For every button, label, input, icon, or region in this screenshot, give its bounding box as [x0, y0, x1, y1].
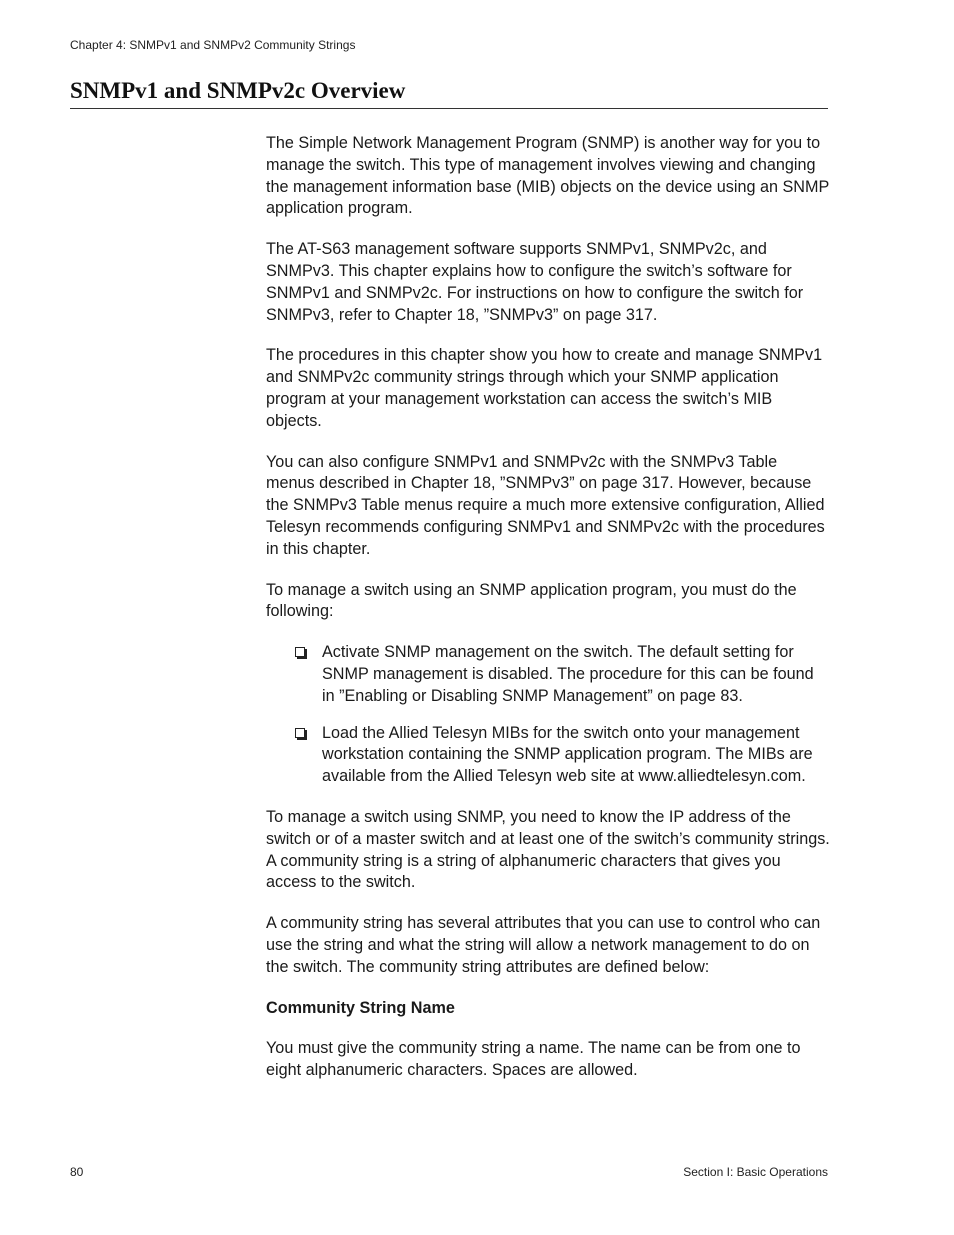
requirements-checklist	[266, 642, 830, 788]
paragraph-ip-address: To manage a switch using SNMP, you need to know the IP address of the switch or of a master switch and at least one of the switch’s community strings. A community string is a string of alphanumeric characters that gives you access to the switch.	[266, 807, 830, 892]
checkbox-icon	[295, 728, 305, 738]
paragraph-intro: The Simple Network Management Program (SNMP) is another way for you to manage the switch. This type of management involves viewing and changing the management information base (MIB) objects on the device using an SNMP application program.	[266, 134, 829, 218]
page-number: 80	[70, 1165, 84, 1179]
checklist-item-text: Activate SNMP management on the switch. The default setting for SNMP management is disabled. The procedure for this can be found in ”Enabling or Disabling SNMP Management” on page 83.	[322, 643, 814, 705]
paragraph-attributes: A community string has several attributes that you can use to control who can use the string and what the string will allow a network management to do on the switch. The community string attributes are defined below:	[266, 914, 821, 976]
subsection-heading: Community String Name	[266, 998, 455, 1017]
paragraph-snmpv3-tables: You can also configure SNMPv1 and SNMPv2c with the SNMPv3 Table menus described in Chapter 18, ”SNMPv3” on page 317. However, because the SNMPv3 Table menus require a much more extensive configuration, Allied Telesyn recommends configuring SNMPv1 and SNMPv2c with the procedures in this chapter.	[266, 452, 825, 558]
checklist-item	[294, 723, 830, 788]
checklist-item-text: Load the Allied Telesyn MIBs for the switch onto your management workstation containing the SNMP application program. The MIBs are available from the Allied Telesyn web site at www.alliedtelesyn.com.	[322, 723, 813, 786]
paragraph-versions: The AT-S63 management software supports SNMPv1, SNMPv2c, and SNMPv3. This chapter explains how to configure the switch’s software for SNMPv1 and SNMPv2c. For instructions on how to configure the switch for SNMPv3, refer to Chapter 18, ”SNMPv3” on page 317.	[266, 240, 804, 324]
section-title: SNMPv1 and SNMPv2c Overview	[70, 77, 828, 109]
body-column	[266, 133, 830, 1101]
checklist-item	[294, 642, 830, 707]
subsection-text: You must give the community string a name. The name can be from one to eight alphanumeric characters. Spaces are allowed.	[266, 1039, 801, 1080]
running-header: Chapter 4: SNMPv1 and SNMPv2 Community Strings	[70, 38, 356, 52]
paragraph-requirements: To manage a switch using an SNMP application program, you must do the following:	[266, 580, 797, 621]
paragraph-procedures: The procedures in this chapter show you how to create and manage SNMPv1 and SNMPv2c community strings through which your SNMP application program at your management workstation can access the switch’s MIB objects.	[266, 346, 823, 430]
checkbox-icon	[295, 647, 305, 657]
footer-section-label: Section I: Basic Operations	[683, 1165, 828, 1179]
